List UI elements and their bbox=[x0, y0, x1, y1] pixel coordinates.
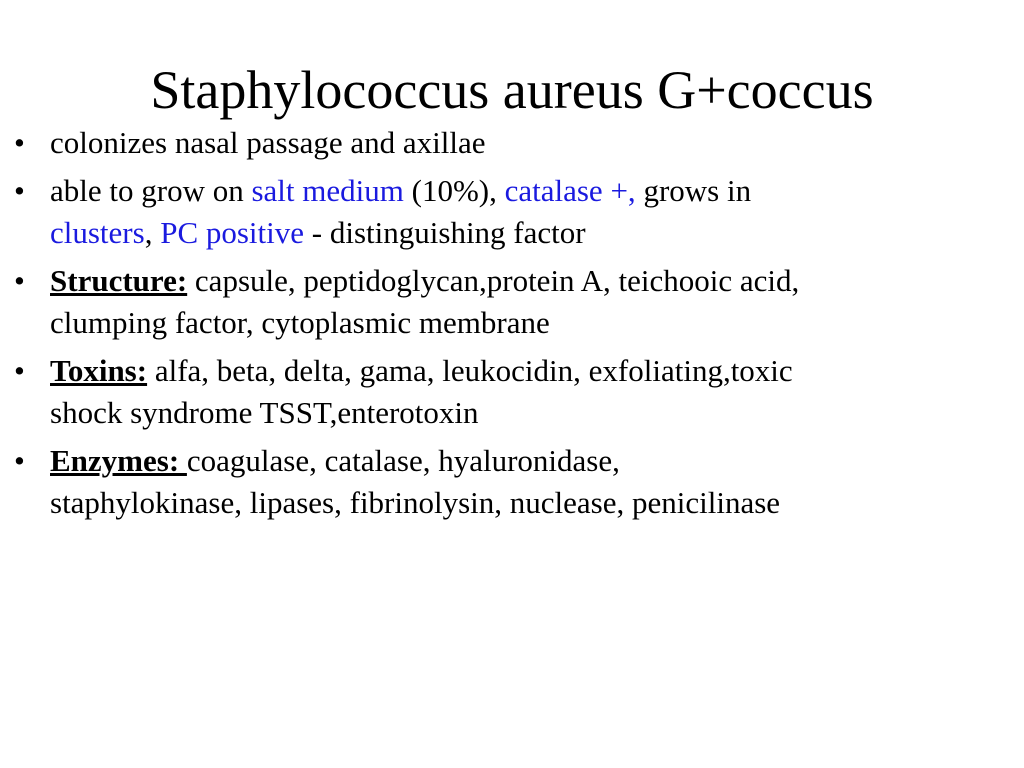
bullet-dot: • bbox=[14, 125, 25, 160]
bullet-text: grows in bbox=[635, 173, 752, 208]
bullet-text: coagulase, catalase, hyaluronidase, bbox=[186, 443, 620, 478]
bullet-dot: • bbox=[14, 263, 25, 298]
bullet-text: (10%), bbox=[403, 173, 505, 208]
bullet-text: capsule, peptidoglycan,protein A, teichooic acid, bbox=[187, 263, 800, 298]
bullet-text: able to grow on bbox=[50, 173, 252, 208]
bullet-growth bbox=[0, 170, 1024, 254]
bullet-toxins bbox=[0, 350, 1024, 434]
bullet-text: alfa, beta, delta, gama, leukocidin, exfoliating,toxic bbox=[147, 353, 793, 388]
bullet-line bbox=[50, 350, 1018, 392]
bullet-text: colonizes nasal passage and axillae bbox=[50, 125, 486, 160]
enzymes-heading: Enzymes: bbox=[50, 443, 187, 478]
bullet-line bbox=[50, 212, 1018, 254]
bullet-dot: • bbox=[14, 173, 25, 208]
highlight-salt-medium: salt medium bbox=[251, 173, 404, 208]
bullet-line bbox=[50, 260, 1018, 302]
bullet-text: - distinguishing factor bbox=[304, 215, 586, 250]
bullet-text: shock syndrome TSST,enterotoxin bbox=[50, 395, 479, 430]
bullet-text: , bbox=[144, 215, 161, 250]
bullet-dot: • bbox=[14, 443, 25, 478]
bullet-colonization bbox=[0, 122, 1024, 164]
bullet-structure bbox=[0, 260, 1024, 344]
bullet-text: clumping factor, cytoplasmic membrane bbox=[50, 305, 550, 340]
bullet-line bbox=[50, 170, 1018, 212]
toxins-heading: Toxins: bbox=[50, 353, 148, 388]
bullet-text: staphylokinase, lipases, fibrinolysin, nuclease, penicilinase bbox=[50, 485, 781, 520]
highlight-clusters: clusters bbox=[50, 215, 145, 250]
bullet-dot: • bbox=[14, 353, 25, 388]
bullet-list bbox=[0, 122, 1024, 530]
highlight-catalase: catalase +, bbox=[504, 173, 636, 208]
bullet-enzymes bbox=[0, 440, 1024, 524]
bullet-line bbox=[50, 440, 1018, 482]
highlight-pc-positive: PC positive bbox=[160, 215, 305, 250]
slide-title: Staphylococcus aureus G+coccus bbox=[150, 60, 874, 120]
structure-heading: Structure: bbox=[50, 263, 188, 298]
